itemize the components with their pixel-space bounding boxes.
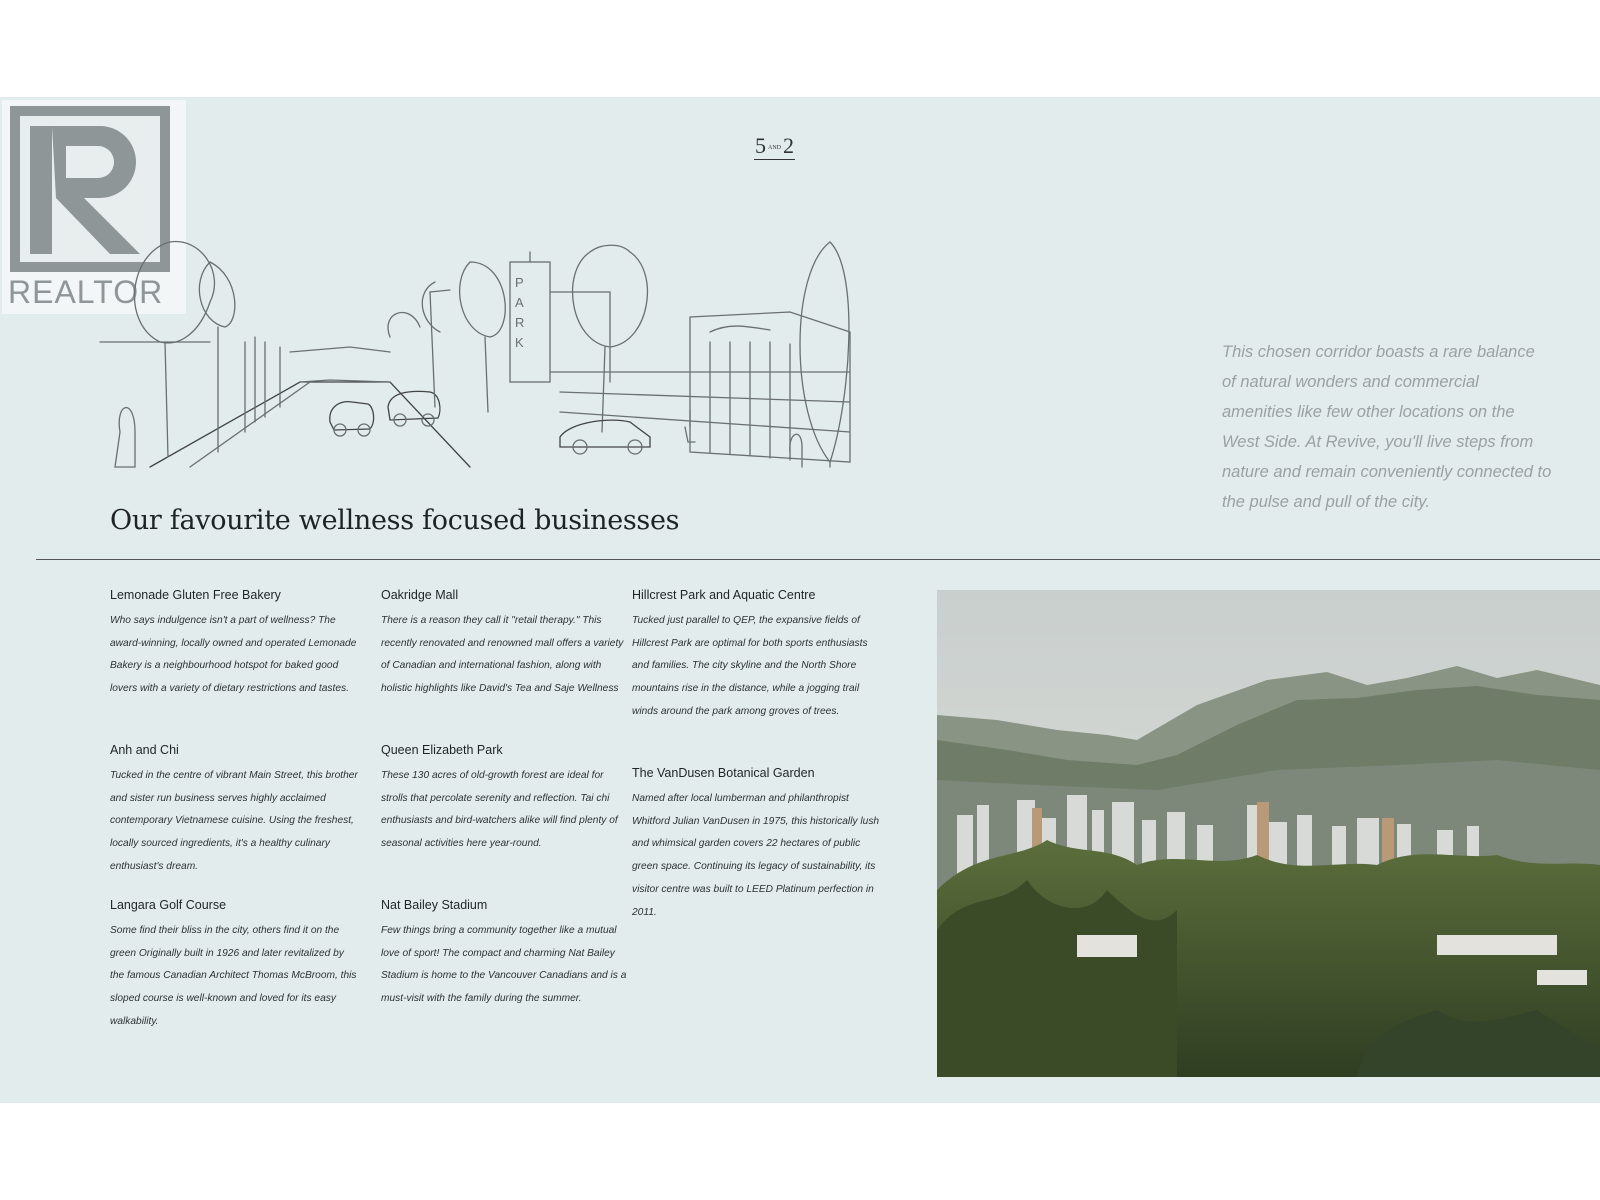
intro-paragraph: This chosen corridor boasts a rare balance of natural wonders and commercial amenities like few other locations on the West Side. At Revive, you'll live steps from nature and remain conveniently connected to the pulse and pull of the city. xyxy=(1222,342,1552,511)
page-number-left: 5 xyxy=(755,133,766,158)
business-description: Who says indulgence isn't a part of wellness? The award-winning, locally owned and operated Lemonade Bakery is a neighbourhood hotspot for baked good lovers with a variety of dietary restrictions and tastes. xyxy=(110,615,357,695)
business-name: The VanDusen Botanical Garden xyxy=(632,766,815,780)
sketch-sign-letter: A xyxy=(515,295,524,310)
business-name: Queen Elizabeth Park xyxy=(381,743,503,757)
business-name: Langara Golf Course xyxy=(110,898,227,912)
sketch-sign-letter: R xyxy=(515,315,525,330)
business-entry xyxy=(632,588,884,724)
business-name: Hillcrest Park and Aquatic Centre xyxy=(632,588,816,602)
business-entry xyxy=(381,743,631,856)
business-description: Tucked just parallel to QEP, the expansive fields of Hillcrest Park are optimal for both sports enthusiasts and families. The city skyline and the North Shore mountains rise in the distance, while a jogging trail winds around the park among groves of trees. xyxy=(632,615,868,717)
section-heading: Our favourite wellness focused businesses xyxy=(110,505,680,536)
business-entry xyxy=(110,743,360,879)
business-description: Named after local lumberman and philanthropist Whitford Julian VanDusen in 1975, this historically lush and whimsical garden covers 22 hectares of public green space. Continuing its legacy of sustainability, its visitor centre was built to LEED Platinum perfection in 2011. xyxy=(632,793,880,918)
business-name: Lemonade Gluten Free Bakery xyxy=(110,588,281,602)
sketch-sign-letter: P xyxy=(515,275,524,290)
business-entry xyxy=(381,898,631,1011)
business-name: Anh and Chi xyxy=(110,743,179,757)
page-number-and: AND xyxy=(768,144,781,151)
business-name: Oakridge Mall xyxy=(381,588,459,602)
business-entry xyxy=(632,766,884,924)
business-description: Few things bring a community together like a mutual love of sport! The compact and charming Nat Bailey Stadium is home to the Vancouver Canadians and is a must-visit with the family during the summer. xyxy=(381,925,627,1005)
page-number xyxy=(754,135,795,160)
business-entry xyxy=(110,898,360,1034)
business-description: There is a reason they call it "retail therapy." This recently renovated and renowned mall offers a variety of Canadian and international fashion, along with holistic highlights like David's Tea and Saje Wellness xyxy=(381,615,624,695)
page-number-right: 2 xyxy=(783,133,794,158)
business-description: Tucked in the centre of vibrant Main Street, this brother and sister run business serves highly acclaimed contemporary Vietnamese cuisine. Using the freshest, locally sourced ingredients, it's a healthy culinary enthusiast's dream. xyxy=(110,770,358,872)
section-divider xyxy=(36,559,1600,560)
vancouver-skyline-photo xyxy=(937,590,1600,1077)
realtor-wordmark: REALTOR xyxy=(8,274,164,310)
business-entry xyxy=(381,588,631,701)
business-entry xyxy=(110,588,360,701)
business-description: Some find their bliss in the city, others find it on the green Originally built in 1926 and later revitalized by the famous Canadian Architect Thomas McBroom, this sloped course is well-known and loved for its easy walkability. xyxy=(110,925,357,1027)
sketch-sign-letter: K xyxy=(515,335,524,350)
street-sketch-illustration xyxy=(90,232,870,482)
business-name: Nat Bailey Stadium xyxy=(381,898,488,912)
business-description: These 130 acres of old-growth forest are ideal for strolls that percolate serenity and reflection. Tai chi enthusiasts and bird-watchers alike will find plenty of seasonal activities here year-round. xyxy=(381,770,618,850)
